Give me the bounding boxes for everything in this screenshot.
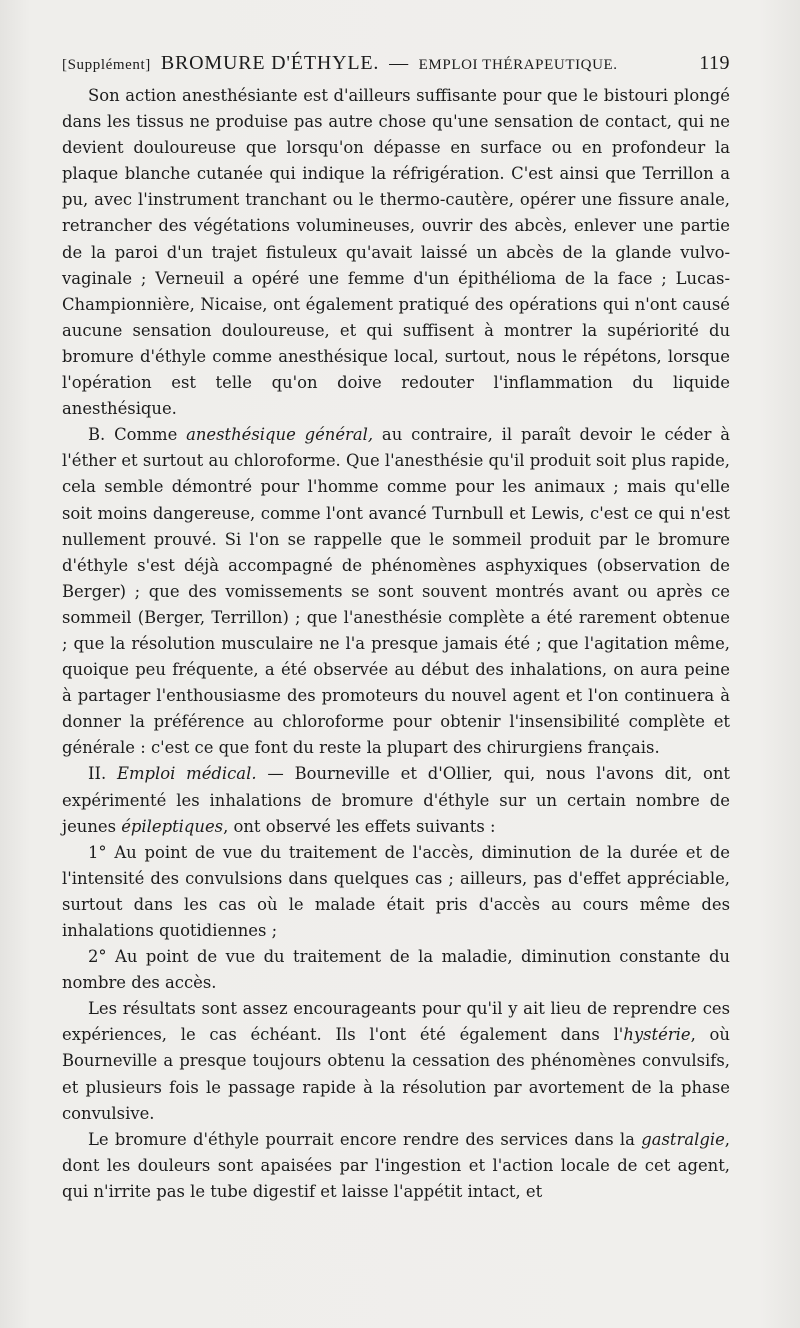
header-subtitle: EMPLOI THÉRAPEUTIQUE.	[418, 57, 618, 73]
text-run: B. Comme	[88, 425, 187, 445]
body-text	[62, 83, 730, 1205]
paragraph	[62, 83, 730, 422]
text-run: — Bourneville et d'Ollier, qui, nous l'avons dit, ont expérimenté les inhalations de bromure d'éthyle sur un certain nombre de jeunes	[62, 764, 730, 836]
text-run: , ont observé les effets suivants :	[223, 816, 496, 836]
paragraph	[62, 761, 730, 839]
page-number: 119	[699, 52, 730, 74]
header-title: BROMURE D'ÉTHYLE.	[160, 52, 380, 74]
italic-text: Emploi médical.	[116, 764, 257, 784]
italic-text: hystérie	[623, 1025, 691, 1045]
text-run: 1° Au point de vue du traitement de l'accès, diminution de la durée et de l'intensité des convulsions dans quelques cas ; ailleurs, pas d'effet appréciable, surtout dans les cas où le malade était pris d'accès au cours même des inhalations quotidiennes ;	[62, 842, 730, 940]
text-run: au contraire, il paraît devoir le céder à l'éther et surtout au chloroforme. Que l'anesthésie qu'il produit soit plus rapide, cela semble démontré pour l'homme comme pour les animaux ; mais qu'elle soit moins dangereuse, comme l'ont avancé Turnbull et Lewis, c'est ce qui n'est nullement prouvé. Si l'on se rappelle que le sommeil produit par le bromure d'éthyle s'est déjà accompagné de phénomènes asphyxiques (observation de Berger) ; que des vomissements se sont souvent montrés avant ou après ce sommeil (Berger, Terrillon) ; que l'anesthésie complète a été rarement obtenue ; que la résolution musculaire ne l'a presque jamais été ; que l'agitation même, quoique peu fréquente, a été observée au début des inhalations, on aura peine à partager l'enthousiasme des promoteurs du nouvel agent et l'on continuera à donner la préférence au chloroforme pour obtenir l'insensibilité complète et générale : c'est ce que font du reste la plupart des chirurgiens français.	[62, 425, 730, 758]
text-run: Son action anesthésiante est d'ailleurs suffisante pour que le bistouri plongé dans les tissus ne produise pas autre chose qu'une sensation de contact, qui ne devient douloureuse que lorsqu'on dépasse en surface ou en profondeur la plaque blanche cutanée qui indique la réfrigération. C'est ainsi que Terrillon a pu, avec l'instrument tranchant ou le thermo-cautère, opérer une fissure anale, retrancher des végétations volumineuses, ouvrir des abcès, enlever une partie de la paroi d'un trajet fistuleux qu'avait laissé un abcès de la glande vulvo-vaginale ; Verneuil a opéré une femme d'un épithélioma de la face ; Lucas-Championnière, Nicaise, ont également pratiqué des opérations qui n'ont causé aucune sensation douloureuse, et qui suffisent à montrer la supériorité du bromure d'éthyle comme anesthésique local, surtout, nous le répétons, lorsque l'opération est telle qu'on doive redouter l'inflammation du liquide anesthésique.	[62, 86, 730, 419]
text-run: Les résultats sont assez encourageants pour qu'il y ait lieu de reprendre ces expériences, le cas échéant. Ils l'ont été également dans l'	[62, 999, 730, 1045]
paragraph	[62, 422, 730, 761]
section-label: [Supplément]	[62, 57, 151, 73]
paragraph	[62, 944, 730, 996]
italic-text: épileptiques	[121, 816, 224, 836]
text-run: Le bromure d'éthyle pourrait encore rendre des services dans la	[88, 1129, 642, 1149]
italic-text: gastralgie	[641, 1129, 725, 1149]
text-run: 2° Au point de vue du traitement de la maladie, diminution constante du nombre des accès.	[62, 947, 730, 993]
running-header	[62, 52, 730, 75]
italic-text: anesthésique général,	[186, 425, 374, 445]
text-run: , dont les douleurs sont apaisées par l'ingestion et l'action locale de cet agent, qui n'irrite pas le tube digestif et laisse l'appétit intact, et	[62, 1129, 730, 1201]
paragraph	[62, 1127, 730, 1205]
running-header-left	[62, 52, 618, 75]
text-run: II.	[88, 764, 117, 784]
paragraph	[62, 840, 730, 944]
header-dash: —	[389, 53, 409, 74]
paragraph	[62, 996, 730, 1126]
text-run: , où Bourneville a presque toujours obtenu la cessation des phénomènes convulsifs, et plusieurs fois le passage rapide à la résolution par avortement de la phase convulsive.	[62, 1025, 730, 1123]
